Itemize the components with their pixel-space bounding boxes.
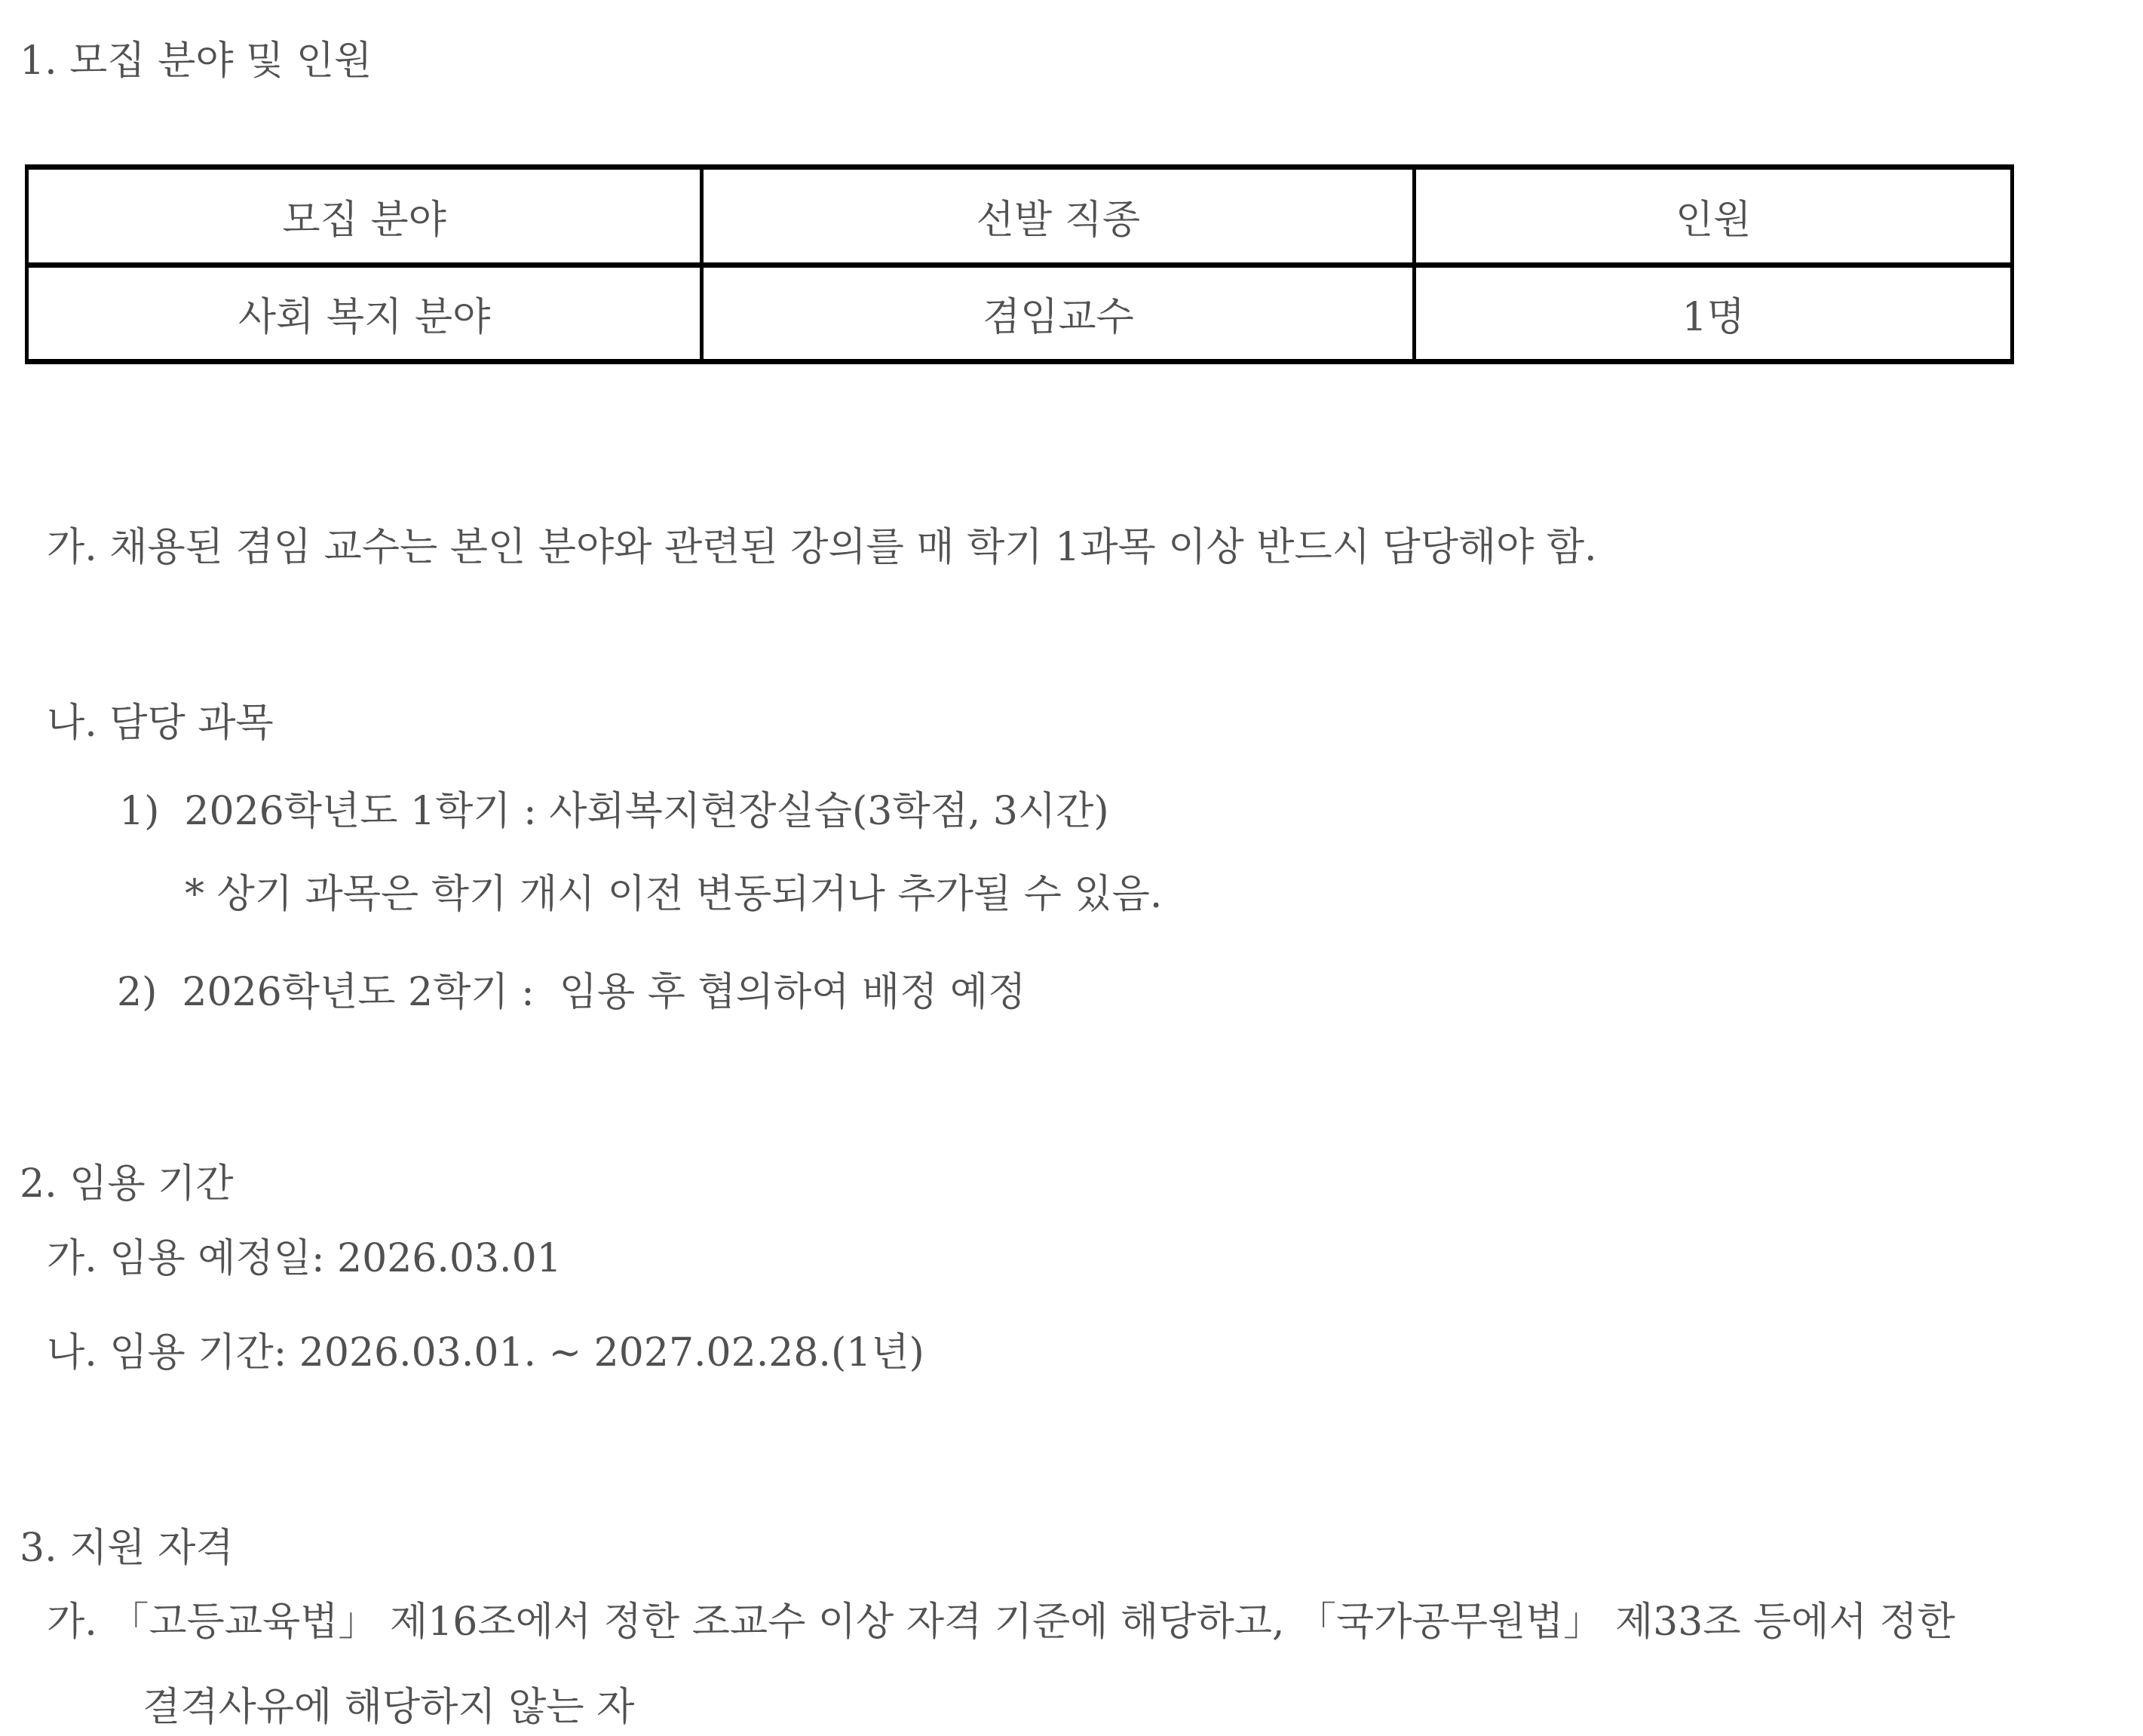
recruitment-table-header-row	[27, 167, 2013, 265]
cell-field: 사회 복지 분야	[27, 265, 702, 362]
section1-subitem-2: 2) 2026학년도 2학기 : 임용 후 협의하여 배정 예정	[117, 970, 1026, 1015]
section3-item-ga-line2: 결격사유에 해당하지 않는 자	[143, 1685, 635, 1730]
section3-heading: 3. 지원 자격	[20, 1526, 234, 1571]
section2-item-ga: 가. 임용 예정일: 2026.03.01	[47, 1236, 562, 1281]
header-cell-job: 선발 직종	[702, 167, 1415, 265]
section1-subitem-1-note: * 상기 과목은 학기 개시 이전 변동되거나 추가될 수 있음.	[185, 872, 1163, 917]
section1-subitem-1: 1) 2026학년도 1학기 : 사회복지현장실습(3학점, 3시간)	[119, 789, 1109, 834]
section2-heading: 2. 임용 기간	[20, 1161, 234, 1207]
cell-count: 1명	[1415, 265, 2013, 362]
recruitment-table	[25, 164, 2014, 364]
section1-heading: 1. 모집 분야 및 인원	[20, 38, 372, 84]
section3-item-ga-line1: 가. 「고등교육법」 제16조에서 정한 조교수 이상 자격 기준에 해당하고, 「국가공무원법」 제33조 등에서 정한	[47, 1600, 1955, 1645]
header-cell-count: 인원	[1415, 167, 2013, 265]
header-cell-field: 모집 분야	[27, 167, 702, 265]
cell-job: 겸임교수	[702, 265, 1415, 362]
table-row	[27, 265, 2013, 362]
section1-item-na: 나. 담당 과목	[47, 701, 274, 746]
section1-item-ga: 가. 채용된 겸임 교수는 본인 분야와 관련된 강의를 매 학기 1과목 이상 반드시 담당해야 함.	[47, 525, 1597, 570]
section2-item-na: 나. 임용 기간: 2026.03.01. ~ 2027.02.28.(1년)	[47, 1330, 924, 1376]
